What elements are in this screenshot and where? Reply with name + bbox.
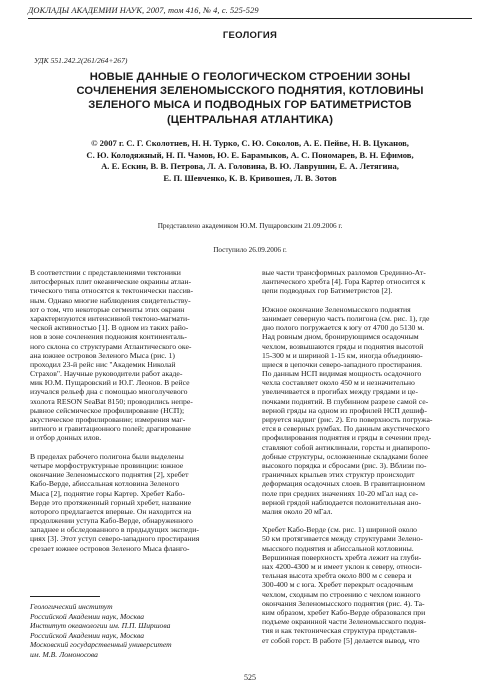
text-line: срезает южнее островов Зеленого Мыса фланго-: [30, 543, 190, 553]
author-line: С. Ю. Колодяжный, Н. П. Чамов, Ю. Е. Барамыков, А. С. Пономарев, В. Н. Ефимов,: [86, 149, 414, 160]
text-line: граничных крыльев этих структур происходит: [262, 470, 415, 480]
page-number: 525: [244, 673, 256, 682]
title-line: СОЧЛЕНЕНИЯ ЗЕЛЕНОМЫССКОГО ПОДНЯТИЯ, КОТЛОВИНЫ: [76, 85, 424, 98]
text-line: цепи подводных гор Батиметристов [2].: [262, 286, 393, 296]
text-line: высокого порядка и сбросами (рис. 3). Вблизи по-: [262, 460, 427, 470]
text-line: продолжении уступа Кабо-Верде, обнаруженного: [30, 516, 193, 526]
text-line: почками поднятий. В глубинном разрезе самой се-: [262, 396, 429, 406]
udk-code: УДК 551.242.2(261/264+267): [34, 56, 128, 65]
text-line: 50 км протягивается между структурами Зелено-: [262, 534, 423, 544]
footnote-rule: [30, 596, 100, 597]
text-line: характеризуются интенсивной тектоно-магмати-: [30, 313, 190, 323]
text-line: ного склона со структурами Атлантического оке-: [30, 341, 192, 351]
text-line: щиеся в цепочки северо-западного простирания.: [262, 359, 423, 369]
section-heading: ГЕОЛОГИЯ: [222, 30, 278, 41]
text-line: четыре морфоструктурные провинции: южное: [30, 460, 184, 470]
text-line: тического типа относятся к тектонически пассив-: [30, 286, 194, 296]
text-line: тельная высота хребта около 800 м с севера и: [262, 571, 412, 581]
text-line: малия около 20 мГал.: [262, 506, 333, 516]
header-rule: [28, 18, 472, 19]
text-line: литосферных плит океанические окраины атлан-: [30, 277, 192, 287]
author-line: Е. П. Шевченко, К. В. Кривошея, Л. В. Зотов: [163, 172, 337, 183]
text-line: мысского поднятия и абиссальной котловины.: [262, 543, 414, 553]
text-line: верной гряды на одном из профилей НСП дешиф-: [262, 405, 427, 415]
text-line: занимает северную часть полигона (см. рис. 1), где: [262, 313, 430, 323]
text-line: верной грядой наблюдается положительная ано-: [262, 497, 422, 507]
text-line: чехлом, возвышаются гряды и поднятия высотой: [262, 341, 424, 351]
text-line: чехлом, сходным по строению с чехлом южного: [262, 589, 421, 599]
text-line: ана южнее островов Зеленого Мыса (рис. 1): [30, 350, 175, 360]
body-paragraph: [30, 268, 238, 443]
text-line: Вершинная поверхность хребта лежит на глуби-: [262, 552, 422, 562]
affiliation-line: Российской Академии наук, Москва: [30, 630, 145, 640]
text-line: нов в зоне сочленения подножия континенталь-: [30, 332, 187, 342]
affiliation-line: Московский государственный университет: [30, 640, 172, 650]
text-line: ческой активностью [1]. В одном из таких райо-: [30, 323, 189, 333]
body-paragraph: [262, 525, 470, 644]
title-line: НОВЫЕ ДАННЫЕ О ГЕОЛОГИЧЕСКОМ СТРОЕНИИ ЗОНЫ: [89, 71, 411, 83]
text-line: ется в северных румбах. По данным акустического: [262, 424, 430, 434]
text-line: Мыса [2], поднятие горы Картер. Хребет Кабо-: [30, 488, 185, 498]
article-title: [20, 70, 480, 127]
text-line: По данным НСП видимая мощность осадочного: [262, 369, 422, 379]
text-line: акустическое профилирование; измерения маг-: [30, 415, 186, 424]
text-line: окончания Зеленомысского поднятия (рис. 4). Та-: [262, 598, 425, 608]
text-line: и отбор донных илов.: [30, 433, 102, 443]
text-line: тия и как тектоническая структура представля-: [262, 626, 417, 636]
text-line: подъеме окраинной части Зеленомысского подня-: [262, 617, 426, 627]
text-line: циях [3]. Этот уступ северо-западного простирания: [30, 534, 200, 544]
text-line: рируется надвиг (рис. 2). Его поверхность погружа-: [262, 415, 433, 424]
text-line: лантического хребта [4]. Гора Картер относится к: [262, 277, 426, 287]
text-line: эхолота RESON SeaBat 8150; проводились непре-: [30, 396, 193, 406]
text-line: рывное сейсмическое профилирование (НСП);: [30, 405, 185, 415]
text-line: ным. Однако многие наблюдения свидетельству-: [30, 295, 191, 305]
left-text-column: [30, 268, 238, 553]
body-paragraph: [262, 268, 470, 296]
text-line: которого предлагается впервые. Он находится на: [30, 506, 192, 516]
running-head: ДОКЛАДЫ АКАДЕМИИ НАУК, 2007, том 416, № 4, с. 525-529: [28, 6, 259, 15]
text-line: Кабо-Верде, абиссальная котловина Зеленого: [30, 479, 180, 489]
text-line: нах 4200-4300 м и имеет уклон к северу, относи-: [262, 562, 422, 571]
text-line: В пределах рабочего полигона были выделены: [30, 451, 184, 461]
right-text-column: [262, 268, 470, 645]
body-paragraph: [30, 452, 238, 553]
title-line: (ЦЕНТРАЛЬНАЯ АТЛАНТИКА): [166, 113, 334, 126]
text-line: мик Ю.М. Пущаровский и Ю.Г. Леонов. В рейсе: [30, 378, 190, 388]
text-line: 15-300 м и шириной 1-15 км, иногда объединяю-: [262, 350, 423, 360]
paragraph-gap: [30, 443, 238, 452]
affiliation-line: Геологический институт: [30, 602, 113, 611]
body-paragraph: [262, 305, 470, 516]
author-line: А. Е. Ескин, В. В. Петрова, Л. А. Головина, В. Ю. Лаврушин, Е. А. Летягина,: [101, 161, 399, 172]
text-line: Страхов". Научные руководители работ акаде-: [30, 369, 183, 379]
paragraph-gap: [262, 296, 470, 305]
text-line: увеличивается в прогибах между грядами и це-: [262, 387, 418, 397]
text-line: ставляют собой антиклинали, горсты и диапиропо-: [262, 442, 431, 452]
author-line: © 2007 г. С. Г. Сколотнев, Н. Н. Турко, С. Ю. Соколов, А. Е. Пейве, Н. В. Цуканов,: [91, 138, 409, 148]
text-line: поле при средних значениях 10-20 мГал над се-: [262, 488, 419, 498]
text-line: изучался рельеф дна с помощью многолучевого: [30, 387, 188, 397]
affiliation-line: Российской Академии наук, Москва: [30, 611, 145, 621]
text-line: профилирования поднятия и гряды в сечении пред-: [262, 433, 432, 443]
text-line: Хребет Кабо-Верде (см. рис. 1) шириной около: [262, 525, 418, 535]
text-line: Верде это протяженный горный хребет, название: [30, 497, 192, 507]
text-line: западнее и обследованного в предыдущих экспеди-: [30, 525, 199, 535]
received-date: Поступило 26.09.2006 г.: [213, 246, 287, 254]
presented-by-note: Представлено академиком Ю.М. Пущаровским 21.09.2006 г.: [157, 222, 343, 230]
affiliation-line: Институт океанологии им. П.П. Ширшова: [30, 621, 171, 631]
text-line: Южное окончание Зеленомысского поднятия: [262, 304, 411, 314]
text-line: Над ровным дном, бронирующимся осадочным: [262, 332, 419, 342]
text-line: ким образом, хребет Кабо-Верде образовался при: [262, 607, 426, 617]
text-line: 300-400 м с юга. Хребет перекрыт осадочным: [262, 580, 414, 590]
author-list: [24, 138, 476, 184]
text-line: нитного и гравитационного полей; драгирование: [30, 424, 191, 434]
text-line: вые части трансформных разломов Срединно-Ат-: [262, 268, 426, 277]
text-line: ет собой горст. В работе [5] делается вывод, что: [262, 635, 420, 645]
text-line: окончание Зеленомысского поднятия [2], хребет: [30, 470, 189, 480]
paragraph-gap: [262, 516, 470, 525]
text-line: деформация осадочных слоев. В гравитационном: [262, 479, 425, 489]
affiliation-line: им. М.В. Ломоносова: [30, 649, 98, 659]
text-line: проходил 23-й рейс нис "Академик Николай: [30, 359, 176, 369]
text-line: чехла составляет около 450 м и незначительно: [262, 378, 415, 388]
text-line: добные структуры, осложненные складками более: [262, 451, 429, 461]
title-line: ЗЕЛЕНОГО МЫСА И ПОДВОДНЫХ ГОР БАТИМЕТРИСТОВ: [88, 99, 412, 112]
text-line: ют о том, что некоторые сегменты этих окраин: [30, 304, 185, 314]
text-line: В соответствии с представлениями тектоники: [30, 268, 181, 277]
text-line: дно полого погружается к югу от 4700 до 5130 м.: [262, 323, 425, 333]
author-affiliations: [30, 602, 240, 660]
